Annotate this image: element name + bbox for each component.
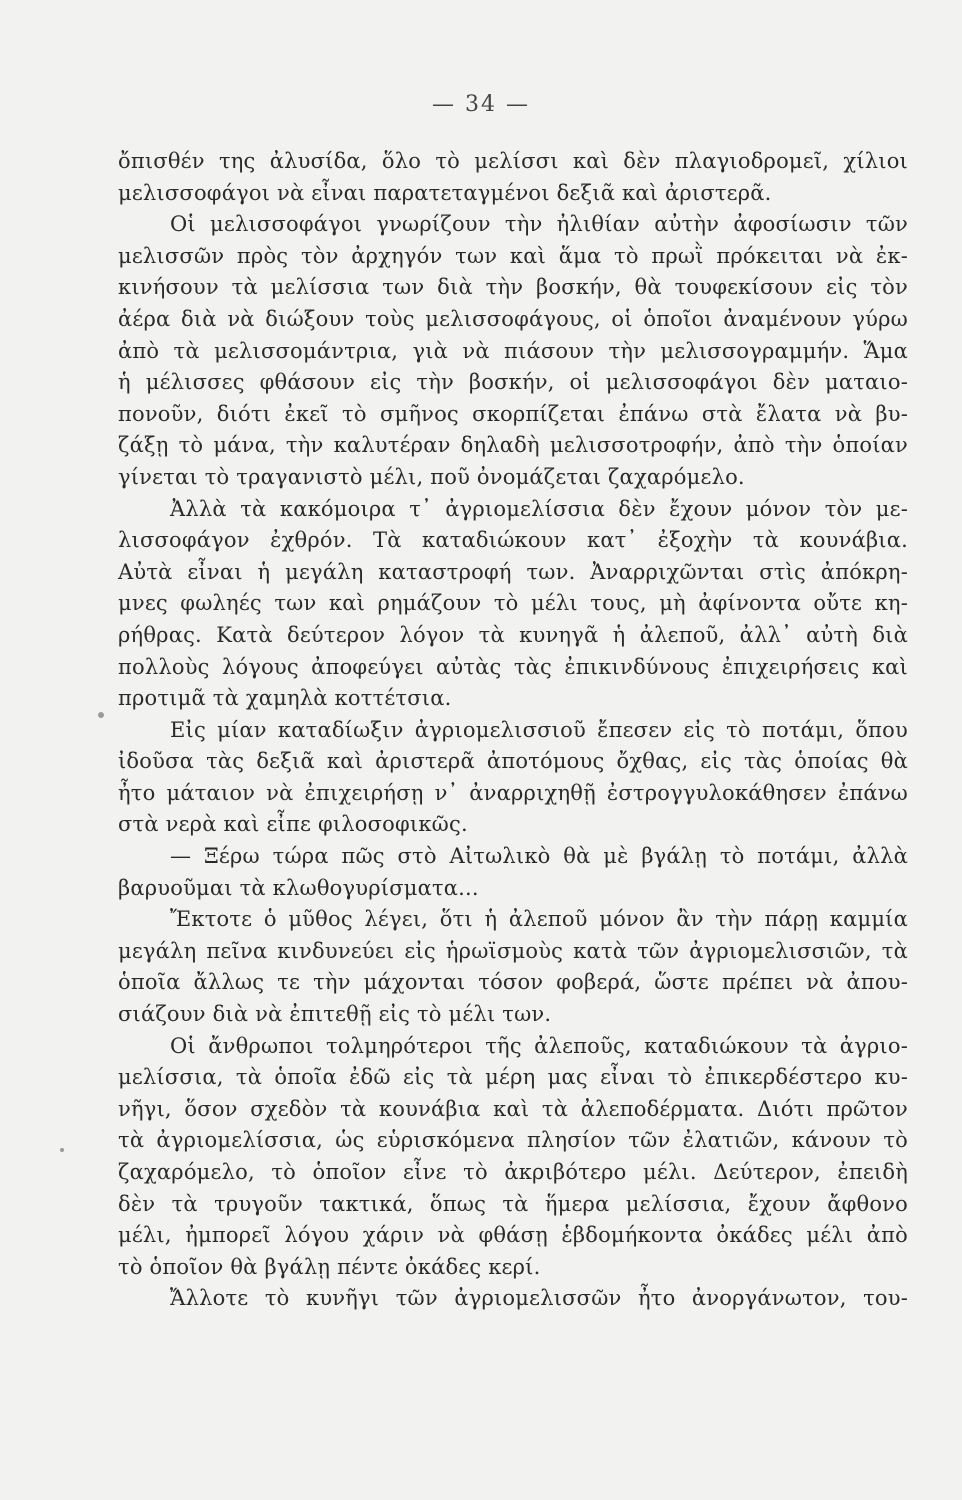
text-line: μελίσσια, τὰ ὁποῖα ἐδῶ εἰς τὰ μέρη μας εἶναι τὸ ἐπικερδέστερο κυ- [118,1065,908,1090]
text-line: Ἔκτοτε ὁ μῦθος λέγει, ὅτι ἡ ἀλεποῦ μόνον ἂν τὴν πάρῃ καμμία [170,907,908,932]
text-line: μεγάλη πεῖνα κινδυνεύει εἰς ἡρωϊσμοὺς κατὰ τῶν ἀγριομελισσιῶν, τὰ [118,938,908,963]
text-line: γίνεται τὸ τραγανιστὸ μέλι, ποῦ ὀνομάζεται ζαχαρόμελο. [118,464,745,489]
text-line: νῆγι, ὅσον σχεδὸν τὰ κουνάβια καὶ τὰ ἀλεποδέρματα. Διότι πρῶτον [118,1096,908,1121]
text-line: τὸ ὁποῖον θὰ βγάλῃ πέντε ὀκάδες κερί. [118,1254,541,1279]
text-line: μελισσοφάγοι νὰ εἶναι παρατεταγμένοι δεξιᾶ καὶ ἀριστερᾶ. [118,180,772,205]
text-line: σιάζουν διὰ νὰ ἐπιτεθῇ εἰς τὸ μέλι των. [118,1002,552,1027]
text-line: ἰδοῦσα τὰς δεξιᾶ καὶ ἀριστερᾶ ἀποτόμους ὄχθας, εἰς τὰς ὁποίας θὰ [118,749,908,774]
ink-speck [98,712,104,718]
text-line: — Ξέρω τώρα πῶς στὸ Αἰτωλικὸ θὰ μὲ βγάλῃ τὸ ποτάμι, ἀλλὰ [170,844,908,869]
text-line: βαρυοῦμαι τὰ κλωθογυρίσματα... [118,875,479,900]
body-text [118,146,908,1315]
text-line: στὰ νερὰ καὶ εἶπε φιλοσοφικῶς. [118,812,468,837]
text-line: δὲν τὰ τρυγοῦν τακτικά, ὅπως τὰ ἥμερα μελίσσια, ἔχουν ἄφθονο [118,1191,908,1216]
text-line: ὁποῖα ἄλλως τε τὴν μάχονται τόσον φοβερά, ὥστε πρέπει νὰ ἀπου- [118,970,908,995]
text-line: Ἄλλοτε τὸ κυνῆγι τῶν ἀγριομελισσῶν ἦτο ἀνοργάνωτον, του- [170,1286,908,1311]
text-line: ἀπὸ τὰ μελισσομάντρια, γιὰ νὰ πιάσουν τὴν μελισσογραμμήν. Ἅμα [118,338,908,363]
text-line: Εἰς μίαν καταδίωξιν ἀγριομελισσιοῦ ἔπεσεν εἰς τὸ ποτάμι, ὅπου [170,717,908,742]
text-line: μελισσῶν πρὸς τὸν ἀρχηγόν των καὶ ἅμα τὸ πρωῒ πρόκειται νὰ ἐκ- [118,243,908,268]
text-line: Οἱ ἄνθρωποι τολμηρότεροι τῆς ἀλεποῦς, καταδιώκουν τὰ ἀγριο- [170,1033,908,1058]
text-line: Αὐτὰ εἶναι ἡ μεγάλη καταστροφή των. Ἀναρριχῶνται στὶς ἀπόκρη- [118,559,908,584]
text-line: ζάξῃ τὸ μάνα, τὴν καλυτέραν δηλαδὴ μελισσοτροφήν, ἀπὸ τὴν ὁποίαν [118,433,908,458]
text-line: πονοῦν, διότι ἐκεῖ τὸ σμῆνος σκορπίζεται ἐπάνω στὰ ἔλατα νὰ βυ- [118,401,908,426]
text-line: ζαχαρόμελο, τὸ ὁποῖον εἶνε τὸ ἀκριβότερο μέλι. Δεύτερον, ἐπειδὴ [118,1160,908,1184]
text-line: πολλοὺς λόγους ἀποφεύγει αὐτὰς τὰς ἐπικινδύνους ἐπιχειρήσεις καὶ [118,654,908,679]
text-line: λισσοφάγον ἐχθρόν. Τὰ καταδιώκουν κατ᾽ ἐξοχὴν τὰ κουνάβια. [118,528,908,553]
text-line: μνες φωληές των καὶ ρημάζουν τὸ μέλι τους, μὴ ἀφίνοντα οὔτε κη- [118,591,908,616]
text-line: ἡ μέλισσες φθάσουν εἰς τὴν βοσκήν, οἱ μελισσοφάγοι δὲν ματαιο- [118,370,908,395]
text-line: ἀέρα διὰ νὰ διώξουν τοὺς μελισσοφάγους, οἱ ὁποῖοι ἀναμένουν γύρω [118,306,908,331]
text-line: ἦτο μάταιον νὰ ἐπιχειρήσῃ ν᾽ ἀναρριχηθῇ ἐστρογγυλοκάθησεν ἐπάνω [118,780,908,805]
text-line: ρήθρας. Κατὰ δεύτερον λόγον τὰ κυνηγᾶ ἡ ἀλεποῦ, ἀλλ᾽ αὐτὴ διὰ [118,622,908,647]
page-number: — 34 — [432,92,530,117]
text-line: κινήσουν τὰ μελίσσια των διὰ τὴν βοσκήν, θὰ τουφεκίσουν εἰς τὸν [118,275,908,300]
text-line: Οἱ μελισσοφάγοι γνωρίζουν τὴν ἠλιθίαν αὐτὴν ἀφοσίωσιν τῶν [170,212,908,237]
ink-speck [60,1148,64,1152]
text-line: ὄπισθέν της ἀλυσίδα, ὅλο τὸ μελίσσι καὶ δὲν πλαγιοδρομεῖ, χίλιοι [118,149,908,173]
text-line: τὰ ἀγριομελίσσια, ὡς εὑρισκόμενα πλησίον τῶν ἐλατιῶν, κάνουν τὸ [118,1128,908,1153]
text-line: προτιμᾶ τὰ χαμηλὰ κοττέτσια. [118,686,452,711]
text-line: μέλι, ἠμπορεῖ λόγου χάριν νὰ φθάσῃ ἑβδομήκοντα ὀκάδες μέλι ἀπὸ [118,1223,908,1248]
text-line: Ἀλλὰ τὰ κακόμοιρα τ᾽ ἀγριομελίσσια δὲν ἔχουν μόνον τὸν με- [170,496,908,521]
